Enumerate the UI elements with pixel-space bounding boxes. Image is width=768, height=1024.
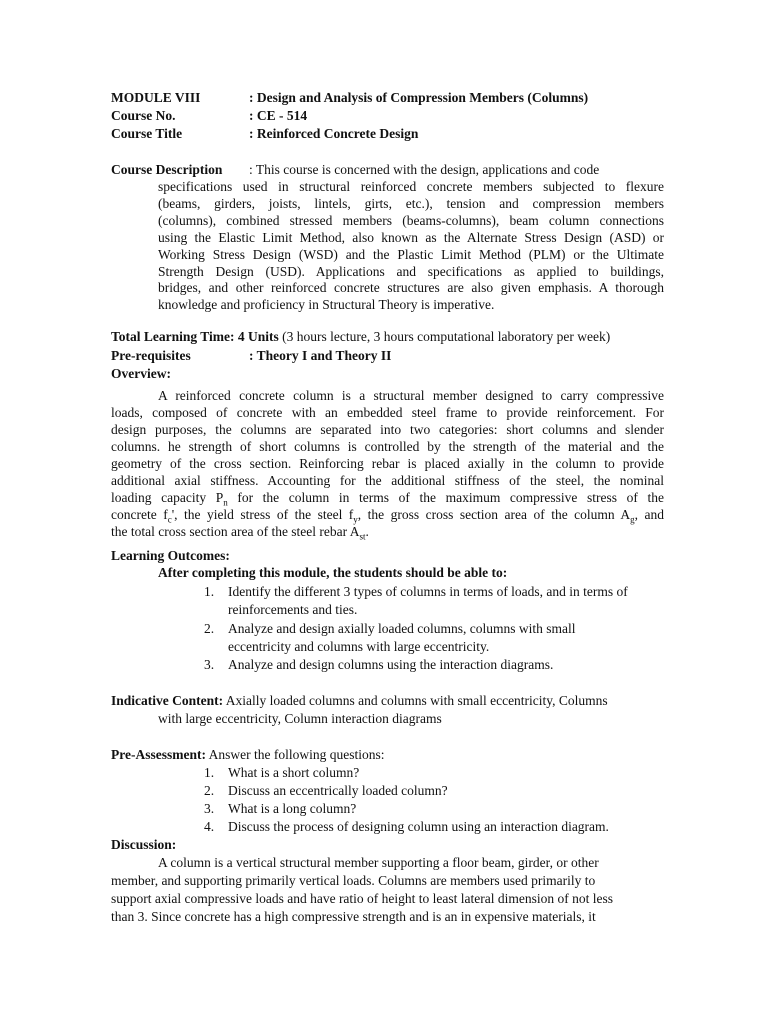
course-no-label: Course No.: [111, 108, 176, 123]
course-description-line: using the Elastic Limit Method, also known as the Alternate Stress Design (ASD) or: [158, 230, 664, 245]
discussion-line: than 3. Since concrete has a high compressive strength and is an in expensive materials, it: [111, 909, 596, 924]
course-description-line: (columns), combined stressed members (beams-columns), beam column connections: [158, 213, 664, 228]
discussion-heading: Discussion:: [111, 837, 177, 852]
learning-time-detail: (3 hours lecture, 3 hours computational laboratory per week): [278, 329, 611, 344]
overview-line: loads, composed of concrete with an embedded steel frame to provide reinforcement. For: [111, 405, 664, 420]
question-text: What is a short column?: [228, 765, 360, 780]
outcome-text: Analyze and design columns using the interaction diagrams.: [228, 657, 554, 672]
course-description-line: Strength Design (USD). Applications and specifications as applied to buildings,: [158, 264, 664, 279]
question-text: Discuss an eccentrically loaded column?: [228, 783, 448, 798]
question-number: 4.: [204, 819, 215, 834]
module-label: MODULE VIII: [111, 90, 201, 105]
course-no-value: : CE - 514: [249, 108, 308, 123]
prerequisites-value: : Theory I and Theory II: [249, 348, 392, 363]
pre-assessment: Pre-Assessment: Answer the following questions:: [111, 747, 385, 762]
outcome-text: reinforcements and ties.: [228, 602, 358, 617]
course-description-line: : This course is concerned with the design, applications and code: [249, 162, 600, 177]
course-description-line: Working Stress Design (WSD) and the Plastic Limit Method (PLM) or the Ultimate: [158, 247, 664, 262]
outcome-number: 1.: [204, 584, 215, 599]
course-title-label: Course Title: [111, 126, 183, 141]
overview-line: loading capacity $P_n$ for the column in terms of the maximum compressive stress of the: [111, 490, 664, 508]
prerequisites-label: Pre-requisites: [111, 348, 191, 363]
course-description-line: specifications used in structural reinforced concrete members subjected to flexure: [158, 179, 664, 194]
course-description-label: Course Description: [111, 162, 223, 177]
course-description-line: knowledge and proficiency in Structural Theory is imperative.: [158, 297, 495, 312]
outcome-text: Analyze and design axially loaded columns, columns with small: [228, 621, 576, 636]
question-text: What is a long column?: [228, 801, 357, 816]
question-number: 2.: [204, 783, 215, 798]
learning-outcomes-heading: Learning Outcomes:: [111, 548, 230, 563]
learning-time-label: Total Learning Time:: [111, 329, 235, 344]
learning-outcomes-intro: After completing this module, the students should be able to:: [158, 565, 508, 580]
overview-line: the total cross section area of the steel rebar $A_{st}$.: [111, 524, 369, 542]
outcome-number: 3.: [204, 657, 215, 672]
overview-heading: Overview:: [111, 366, 171, 381]
course-description-line: bridges, and other reinforced concrete structures are also given emphasis. A thorough: [158, 280, 664, 295]
overview-line: design purposes, the columns are separated into two categories: short columns and slender: [111, 422, 664, 437]
total-learning-time: [111, 328, 610, 345]
question-text: Discuss the process of designing column using an interaction diagram.: [228, 819, 609, 834]
overview-line: concrete $f_c'$, the yield stress of the steel $f_y$, the gross cross section area of the column $A_g$, and: [111, 507, 664, 525]
outcome-text: Identify the different 3 types of columns in terms of loads, and in terms of: [228, 584, 628, 599]
overview-line: geometry of the cross section. Reinforcing rebar is placed axially in the column to provide: [111, 456, 664, 471]
overview-line: columns. he strength of short columns is controlled by the strength of the material and the: [111, 439, 664, 454]
course-title-value: : Reinforced Concrete Design: [249, 126, 419, 141]
course-description-line: (beams, girders, joists, lintels, girts, etc.), tension and compression members: [158, 196, 664, 211]
overview-line: additional axial stiffness. Accounting for the additional stiffness of the steel, the nominal: [111, 473, 664, 488]
question-number: 1.: [204, 765, 215, 780]
discussion-line: A column is a vertical structural member supporting a floor beam, girder, or other: [158, 855, 599, 870]
question-number: 3.: [204, 801, 215, 816]
indicative-content: Indicative Content: Axially loaded columns and columns with small eccentricity, Columns: [111, 693, 608, 708]
learning-time-units: 4 Units: [237, 329, 279, 344]
discussion-line: member, and supporting primarily vertical loads. Columns are members used primarily to: [111, 873, 596, 888]
outcome-text: eccentricity and columns with large eccentricity.: [228, 639, 490, 654]
module-title: : Design and Analysis of Compression Members (Columns): [249, 90, 589, 105]
indicative-content-line: with large eccentricity, Column interaction diagrams: [158, 711, 442, 726]
outcome-number: 2.: [204, 621, 215, 636]
indicative-content-label: Indicative Content:: [111, 693, 224, 708]
discussion-line: support axial compressive loads and have ratio of height to least lateral dimension of not less: [111, 891, 613, 906]
overview-line: A reinforced concrete column is a structural member designed to carry compressive: [158, 388, 664, 403]
pre-assessment-label: Pre-Assessment:: [111, 747, 206, 762]
